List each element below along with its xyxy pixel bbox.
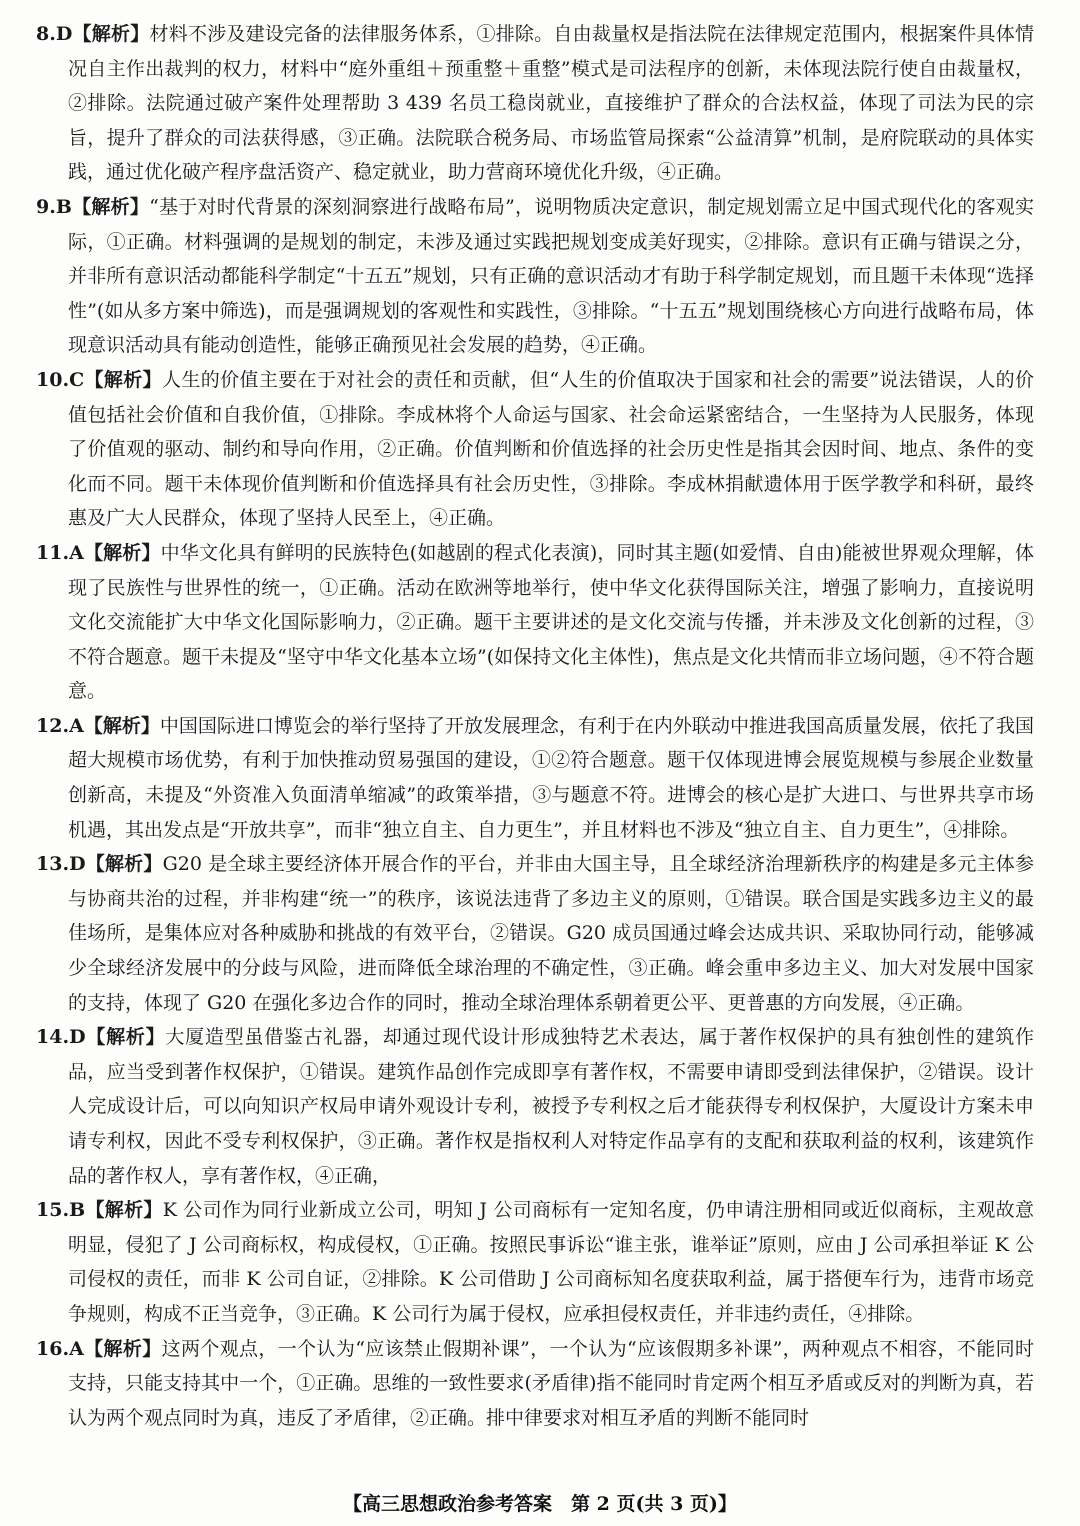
answer-entry-10 xyxy=(36,363,1034,536)
analysis-tag: 【解析】 xyxy=(83,1337,162,1360)
analysis-text: G20 是全球主要经济体开展合作的平台，并非由大国主导，且全球经济治理新秩序的构建是多元主体参与协商共治的过程，并非构建“统一”的秩序，该说法违背了多边主义的原则，①错误。联合国是实践多边主义的最佳场所，是集体应对各种威胁和挑战的有效平台，②错误。G20 成员国通过峰会达成共识、采取协同行动，能够减少全球经济发展中的分歧与风险，进而降低全球治理的不确定性，③正确。峰会重申多边主义、加大对发展中国家的支持，体现了 G20 在强化多边合作的同时，推动全球治理体系朝着更公平、更普惠的方向发展，④正确。 xyxy=(68,853,1034,1014)
answer-letter: B xyxy=(69,1199,86,1222)
question-number: 12. xyxy=(36,714,70,737)
answer-entry-14 xyxy=(36,1020,1034,1193)
analysis-tag: 【解析】 xyxy=(85,853,163,876)
answer-letter: C xyxy=(69,368,85,391)
analysis-text: 人生的价值主要在于对社会的责任和贡献，但“人生的价值取决于国家和社会的需要”说法错误，人的价值包括社会价值和自我价值，①排除。李成林将个人命运与国家、社会命运紧密结合，一生坚持为人民服务，体现了价值观的驱动、制约和导向作用，②正确。价值判断和价值选择的社会历史性是指其会因时间、地点、条件的变化而不同。题干未体现价值判断和价值选择具有社会历史性，③排除。李成林捐献遗体用于医学教学和科研，最终惠及广大人民群众，体现了坚持人民至上，④正确。 xyxy=(68,368,1034,530)
answer-entry-15 xyxy=(36,1193,1034,1331)
analysis-text: 材料不涉及建设完备的法律服务体系，①排除。自由裁量权是指法院在法律规定范围内，根据案件具体情况自主作出裁判的权力，材料中“庭外重组＋预重整＋重整”模式是司法程序的创新，未体现法院行使自由裁量权，②排除。法院通过破产案件处理帮助 3 439 名员工稳岗就业，直接维护了群众的合法权益，体现了司法为民的宗旨，提升了群众的司法获得感，③正确。法院联合税务局、市场监管局探索“公益清算”机制，是府院联动的具体实践，通过优化破产程序盘活资产、稳定就业，助力营商环境优化升级，④正确。 xyxy=(68,23,1034,184)
analysis-text: 大厦造型虽借鉴古礼器，却通过现代设计形成独特艺术表达，属于著作权保护的具有独创性的建筑作品，应当受到著作权保护，①错误。建筑作品创作完成即享有著作权，不需要申请即受到法律保护，②错误。设计人完成设计后，可以向知识产权局申请外观设计专利，被授予专利权之后才能获得专利权保护，大厦设计方案未申请专利权，因此不受专利权保护，③正确。著作权是指权利人对特定作品享有的支配和获取利益的权利，该建筑作品的著作权人，享有著作权，④正确， xyxy=(68,1026,1034,1187)
analysis-text: “基于对时代背景的深刻洞察进行战略布局”，说明物质决定意识，制定规划需立足中国式现代化的客观实际，①正确。材料强调的是规划的制定，未涉及通过实践把规划变成美好现实，②排除。意识有正确与错误之分，并非所有意识活动都能科学制定“十五五”规划，只有正确的意识活动才有助于科学制定规划，而且题干未体现“选择性”(如从多方案中筛选)，而是强调规划的客观性和实践性，③排除。“十五五”规划围绕核心方向进行战略布局，体现意识活动具有能动创造性，能够正确预见社会发展的趋势，④正确。 xyxy=(68,195,1034,357)
question-number: 15. xyxy=(36,1199,70,1222)
analysis-tag: 【解析】 xyxy=(83,541,161,564)
answer-entry-11 xyxy=(36,536,1034,709)
question-number: 14. xyxy=(36,1026,70,1049)
answer-entry-12 xyxy=(36,709,1034,847)
analysis-tag: 【解析】 xyxy=(84,368,163,391)
answer-entry-8 xyxy=(36,17,1034,190)
analysis-tag: 【解析】 xyxy=(71,195,150,218)
analysis-tag: 【解析】 xyxy=(72,23,150,45)
answer-letter: A xyxy=(69,1337,84,1360)
question-number: 13. xyxy=(36,853,70,876)
analysis-tag: 【解析】 xyxy=(85,1199,163,1222)
analysis-text: 中国国际进口博览会的举行坚持了开放发展理念，有利于在内外联动中推进我国高质量发展，依托了我国超大规模市场优势，有利于加快推动贸易强国的建设，①②符合题意。题干仅体现进博会展览规模与参展企业数量创新高，未提及“外资准入负面清单缩减”的政策举措，③与题意不符。进博会的核心是扩大进口、与世界共享市场机遇，其出发点是“开放共享”，而非“独立自主、自力更生”，并且材料也不涉及“独立自主、自力更生”，④排除。 xyxy=(68,714,1034,841)
analysis-text: 中华文化具有鲜明的民族特色(如越剧的程式化表演)，同时其主题(如爱情、自由)能被世界观众理解，体现了民族性与世界性的统一，①正确。活动在欧洲等地举行，使中华文化获得国际关注，增强了影响力，直接说明文化交流能扩大中华文化国际影响力，②正确。题干主要讲述的是文化交流与传播，并未涉及文化创新的过程，③不符合题意。题干未提及“坚守中华文化基本立场”(如保持文化主体性)，焦点是文化共情而非立场问题，④不符合题意。 xyxy=(68,541,1034,703)
analysis-tag: 【解析】 xyxy=(83,714,160,737)
question-number: 8. xyxy=(36,23,56,45)
answer-entry-9 xyxy=(36,190,1034,363)
answer-letter: A xyxy=(69,714,84,737)
question-number: 9. xyxy=(36,195,56,218)
answer-letter: D xyxy=(69,1026,86,1049)
question-number: 10. xyxy=(36,368,70,391)
analysis-text: 这两个观点，一个认为“应该禁止假期补课”，一个认为“应该假期多补课”，两种观点不相容，不能同时支持，只能支持其中一个，①正确。思维的一致性要求(矛盾律)指不能同时肯定两个相互矛盾或反对的判断为真，若认为两个观点同时为真，违反了矛盾律，②正确。排中律要求对相互矛盾的判断不能同时 xyxy=(68,1337,1034,1429)
analysis-text: K 公司作为同行业新成立公司，明知 J 公司商标有一定知名度，仍申请注册相同或近似商标，主观故意明显，侵犯了 J 公司商标权，构成侵权，①正确。按照民事诉讼“谁主张，谁举证”原则，应由 J 公司承担举证 K 公司侵权的责任，而非 K 公司自证，②排除。K 公司借助 J 公司商标知名度获取利益，属于搭便车行为，违背市场竞争规则，构成不正当竞争，③正确。K 公司行为属于侵权，应承担侵权责任，并非违约责任，④排除。 xyxy=(68,1199,1034,1325)
question-number: 16. xyxy=(36,1337,70,1360)
page-footer: 【高三思想政治参考答案 第 2 页(共 3 页)】 xyxy=(343,1493,737,1515)
answer-letter: D xyxy=(55,23,73,45)
answer-letter: D xyxy=(69,853,86,876)
answer-letter: B xyxy=(55,195,72,218)
analysis-tag: 【解析】 xyxy=(85,1026,166,1049)
answer-entry-16 xyxy=(36,1332,1034,1436)
answer-entry-13 xyxy=(36,847,1034,1020)
question-number: 11. xyxy=(36,541,70,564)
answer-letter: A xyxy=(69,541,84,564)
